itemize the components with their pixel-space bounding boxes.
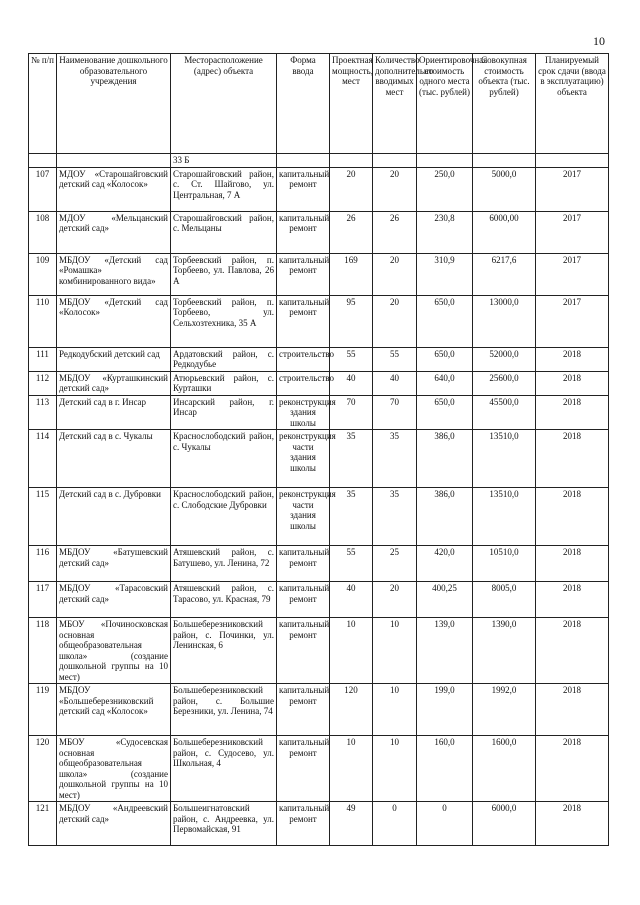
row-name: МБДОУ «Большеберезниковский детский сад «Колосок» [57,684,171,736]
row-additional: 20 [373,253,417,295]
row-cost-per-place: 160,0 [417,736,473,802]
row-num: 117 [29,582,57,618]
row-num: 118 [29,618,57,684]
table-row [29,802,609,846]
row-year: 2018 [536,618,609,684]
header-additional: Количество дополнительно вводимых мест [373,54,417,154]
row-form: капитальный ремонт [277,802,330,846]
row-year: 2017 [536,167,609,211]
table-row [29,371,609,395]
table-row [29,488,609,546]
row-name: Редкодубский детский сад [57,347,171,371]
row-form: капитальный ремонт [277,253,330,295]
row-year: 2018 [536,582,609,618]
row-location: Большеберезниковский район, с. Починки, ул. Ленинская, 6 [171,618,277,684]
row-location: Старошайговский район, с. Мельцаны [171,211,277,253]
row-additional: 10 [373,684,417,736]
row-additional: 35 [373,488,417,546]
row-form: капитальный ремонт [277,736,330,802]
row-capacity: 40 [330,582,373,618]
row-year: 2018 [536,802,609,846]
row-cost-per-place: 310,9 [417,253,473,295]
row-location: Старошайговский район, с. Ст. Шайгово, ул. Центральная, 7 А [171,167,277,211]
row-cost-per-place: 400,25 [417,582,473,618]
row-capacity: 55 [330,546,373,582]
table-row [29,395,609,430]
row-name: МБДОУ «Детский сад «Ромашка» комбинированного вида» [57,253,171,295]
row-total-cost: 1390,0 [473,618,536,684]
row-total-cost: 6000,00 [473,211,536,253]
row-num: 121 [29,802,57,846]
row-name: МДОУ «Мельцанский детский сад» [57,211,171,253]
row-year: 2017 [536,211,609,253]
row-num: 109 [29,253,57,295]
header-cost-per-place: Ориентировочная стоимость одного места (тыс. рублей) [417,54,473,154]
row-total-cost: 6217,6 [473,253,536,295]
row-capacity: 10 [330,736,373,802]
row-total-cost: 1600,0 [473,736,536,802]
row-name: Детский сад в г. Инсар [57,395,171,430]
row-location: Инсарский район, г. Инсар [171,395,277,430]
row-total-cost: 52000,0 [473,347,536,371]
row-capacity: 40 [330,371,373,395]
row-capacity: 120 [330,684,373,736]
row-location: Ардатовский район, с. Редкодубье [171,347,277,371]
continuation-row [29,154,609,168]
row-capacity: 35 [330,430,373,488]
table-row [29,736,609,802]
row-num: 114 [29,430,57,488]
header-total-cost: Совокупная стоимость объекта (тыс. рублей) [473,54,536,154]
row-capacity: 95 [330,295,373,347]
row-name: МБОУ «Судосевская основная общеобразовательная школа» (создание дошкольной группы на 10 мест) [57,736,171,802]
row-year: 2018 [536,546,609,582]
row-form: реконструкция части здания школы [277,430,330,488]
row-total-cost: 13510,0 [473,488,536,546]
row-additional: 10 [373,736,417,802]
row-total-cost: 1992,0 [473,684,536,736]
row-cost-per-place: 650,0 [417,347,473,371]
row-location: Краснослободский район, с. Чукалы [171,430,277,488]
row-year: 2018 [536,684,609,736]
row-additional: 40 [373,371,417,395]
row-form: капитальный ремонт [277,167,330,211]
row-location: Атюрьевский район, с. Курташки [171,371,277,395]
table-row [29,253,609,295]
row-year: 2018 [536,430,609,488]
row-capacity: 49 [330,802,373,846]
row-total-cost: 13000,0 [473,295,536,347]
row-name: МБДОУ «Курташкинский детский сад» [57,371,171,395]
row-cost-per-place: 640,0 [417,371,473,395]
row-cost-per-place: 250,0 [417,167,473,211]
continuation-location: 33 Б [171,154,277,168]
row-cost-per-place: 420,0 [417,546,473,582]
row-cost-per-place: 0 [417,802,473,846]
row-additional: 10 [373,618,417,684]
header-location: Месторасположение (адрес) объекта [171,54,277,154]
row-num: 119 [29,684,57,736]
row-additional: 20 [373,295,417,347]
row-additional: 26 [373,211,417,253]
row-additional: 20 [373,167,417,211]
header-form: Форма ввода [277,54,330,154]
row-capacity: 35 [330,488,373,546]
row-num: 107 [29,167,57,211]
row-form: капитальный ремонт [277,618,330,684]
row-name: Детский сад в с. Дубровки [57,488,171,546]
row-num: 111 [29,347,57,371]
row-name: МДОУ «Старошайговский детский сад «Колосок» [57,167,171,211]
row-year: 2017 [536,253,609,295]
row-year: 2018 [536,395,609,430]
row-additional: 20 [373,582,417,618]
row-cost-per-place: 139,0 [417,618,473,684]
row-capacity: 20 [330,167,373,211]
row-form: реконструкция части здания школы [277,488,330,546]
row-name: МБОУ «Починосковская основная общеобразовательная школа» (создание дошкольной группы на 10 мест) [57,618,171,684]
row-form: капитальный ремонт [277,582,330,618]
table-row [29,430,609,488]
header-num: № п/п [29,54,57,154]
row-num: 110 [29,295,57,347]
row-total-cost: 6000,0 [473,802,536,846]
row-cost-per-place: 650,0 [417,395,473,430]
row-additional: 0 [373,802,417,846]
header-name: Наименование дошкольного образовательного учреждения [57,54,171,154]
row-location: Торбеевский район, п. Торбеево, ул. Сельхозтехника, 35 А [171,295,277,347]
row-total-cost: 45500,0 [473,395,536,430]
table-row [29,684,609,736]
row-additional: 25 [373,546,417,582]
row-num: 116 [29,546,57,582]
table-row [29,211,609,253]
table-row [29,347,609,371]
row-year: 2018 [536,488,609,546]
row-form: капитальный ремонт [277,684,330,736]
row-total-cost: 13510,0 [473,430,536,488]
row-num: 112 [29,371,57,395]
row-additional: 55 [373,347,417,371]
row-location: Атяшевский район, с. Тарасово, ул. Красная, 79 [171,582,277,618]
table-header-row [29,54,609,154]
row-num: 113 [29,395,57,430]
row-year: 2018 [536,736,609,802]
row-name: МБДОУ «Детский сад «Колосок» [57,295,171,347]
row-num: 120 [29,736,57,802]
row-year: 2017 [536,295,609,347]
row-total-cost: 25600,0 [473,371,536,395]
row-additional: 70 [373,395,417,430]
row-form: капитальный ремонт [277,546,330,582]
row-cost-per-place: 386,0 [417,488,473,546]
table-row [29,546,609,582]
row-form: капитальный ремонт [277,211,330,253]
row-num: 115 [29,488,57,546]
row-cost-per-place: 650,0 [417,295,473,347]
row-name: МБДОУ «Андреевский детский сад» [57,802,171,846]
header-year: Планируемый срок сдачи (ввода в эксплуатацию) объекта [536,54,609,154]
row-form: капитальный ремонт [277,295,330,347]
row-year: 2018 [536,347,609,371]
row-year: 2018 [536,371,609,395]
row-capacity: 10 [330,618,373,684]
table-row [29,295,609,347]
table-row [29,618,609,684]
row-total-cost: 5000,0 [473,167,536,211]
row-name: МБДОУ «Тарасовский детский сад» [57,582,171,618]
row-form: строительство [277,371,330,395]
row-capacity: 70 [330,395,373,430]
row-location: Большеигнатовский район, с. Андреевка, ул. Первомайская, 91 [171,802,277,846]
row-form: реконструкция здания школы [277,395,330,430]
row-cost-per-place: 230,8 [417,211,473,253]
row-cost-per-place: 199,0 [417,684,473,736]
facilities-table [28,53,609,846]
row-capacity: 55 [330,347,373,371]
row-capacity: 169 [330,253,373,295]
row-location: Атяшевский район, с. Батушево, ул. Ленина, 72 [171,546,277,582]
row-location: Большеберезниковский район, с. Судосево, ул. Школьная, 4 [171,736,277,802]
row-cost-per-place: 386,0 [417,430,473,488]
row-total-cost: 8005,0 [473,582,536,618]
row-location: Торбеевский район, п. Торбеево, ул. Павлова, 26 А [171,253,277,295]
table-row [29,582,609,618]
row-name: МБДОУ «Батушевский детский сад» [57,546,171,582]
row-total-cost: 10510,0 [473,546,536,582]
row-form: строительство [277,347,330,371]
header-capacity: Проектная мощность, мест [330,54,373,154]
page-number: 10 [593,34,605,48]
row-num: 108 [29,211,57,253]
row-location: Большеберезниковский район, с. Большие Березники, ул. Ленина, 74 [171,684,277,736]
row-name: Детский сад в с. Чукалы [57,430,171,488]
row-location: Краснослободский район, с. Слободские Дубровки [171,488,277,546]
row-capacity: 26 [330,211,373,253]
row-additional: 35 [373,430,417,488]
table-row [29,167,609,211]
